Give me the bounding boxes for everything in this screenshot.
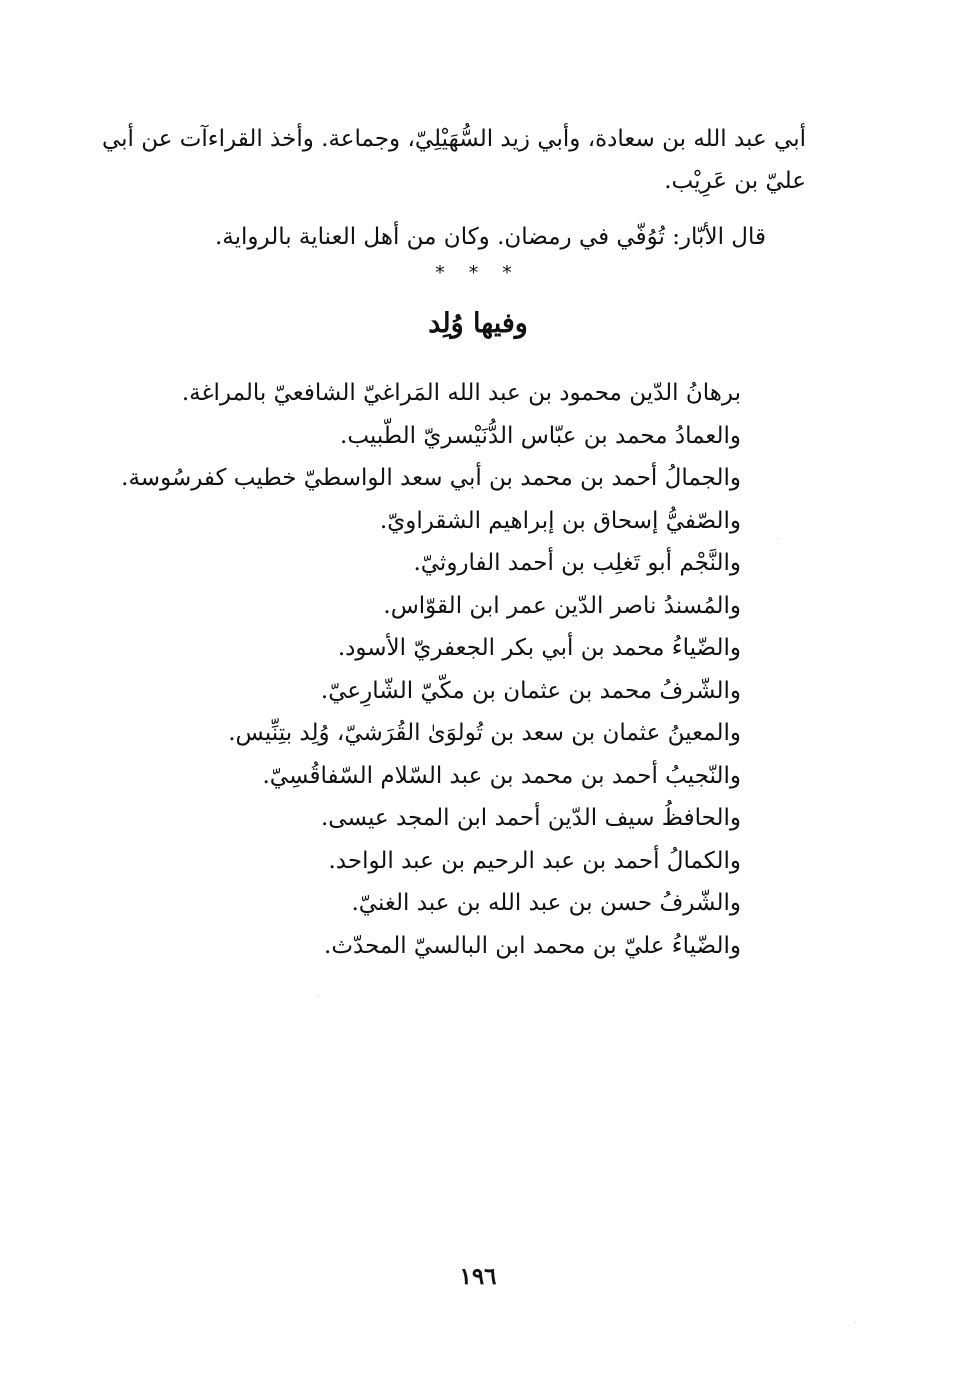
births-list [80, 372, 741, 967]
list-item: والحافظُ سيف الدّين أحمد ابن المجد عيسى. [320, 805, 741, 831]
list-item: والعمادُ محمد بن عبّاس الدُّنَيْسريّ الطّبيب. [340, 422, 741, 449]
entry-paragraph-continuation: أبي عبد الله بن سعادة، وأبي زيد السُّهَيْلِيّ، وجماعة. وأخذ القراءآت عن أبي عليّ بن عَرِيْب. [101, 126, 806, 194]
list-item: والشّرفُ حسن بن عبد الله بن عبد الغنيّ. [351, 890, 741, 916]
list-item: برهانُ الدّين محمود بن عبد الله المَراغيّ الشافعيّ بالمراغة. [181, 380, 741, 406]
list-item: والمُسندُ ناصر الدّين عمر ابن القوّاس. [383, 592, 741, 619]
scan-speck [855, 1322, 856, 1323]
list-item: والضّياءُ محمد بن أبي بكر الجعفريّ الأسود. [337, 635, 741, 661]
list-item: والصّفيُّ إسحاق بن إبراهيم الشقراويّ. [379, 507, 741, 534]
page-number: ١٩٦ [459, 1263, 497, 1290]
list-item: والنّجيبُ أحمد بن محمد بن عبد السّلام السّفاقُسِيّ. [262, 762, 741, 789]
section-separator: * * * [435, 262, 521, 284]
list-item: والنَّجْم أبو تَغلِب بن أحمد الفاروثيّ. [413, 550, 741, 576]
list-item: والمعينُ عثمان بن سعد بن تُولوَىٰ القُرَشيّ، وُلِد بتِنِّيس. [228, 720, 741, 746]
scan-speck [778, 538, 779, 539]
scan-speck [318, 995, 319, 996]
list-item: والكمالُ أحمد بن عبد الرحيم بن عبد الواحد. [328, 847, 741, 874]
list-item: والشّرفُ محمد بن عثمان بن مكّيّ الشّارِعيّ. [320, 677, 741, 704]
section-heading: وفيها وُلِد [428, 308, 528, 339]
list-item: والجمالُ أحمد بن محمد بن أبي سعد الواسطيّ خطيب كفرسُوسة. [121, 465, 741, 491]
list-item: والضّياءُ عليّ بن محمد ابن البالسيّ المحدّث. [324, 932, 741, 959]
entry-paragraph-death-note: قال الأبّار: تُوُفّي في رمضان. وكان من أهل العناية بالرواية. [214, 224, 766, 250]
